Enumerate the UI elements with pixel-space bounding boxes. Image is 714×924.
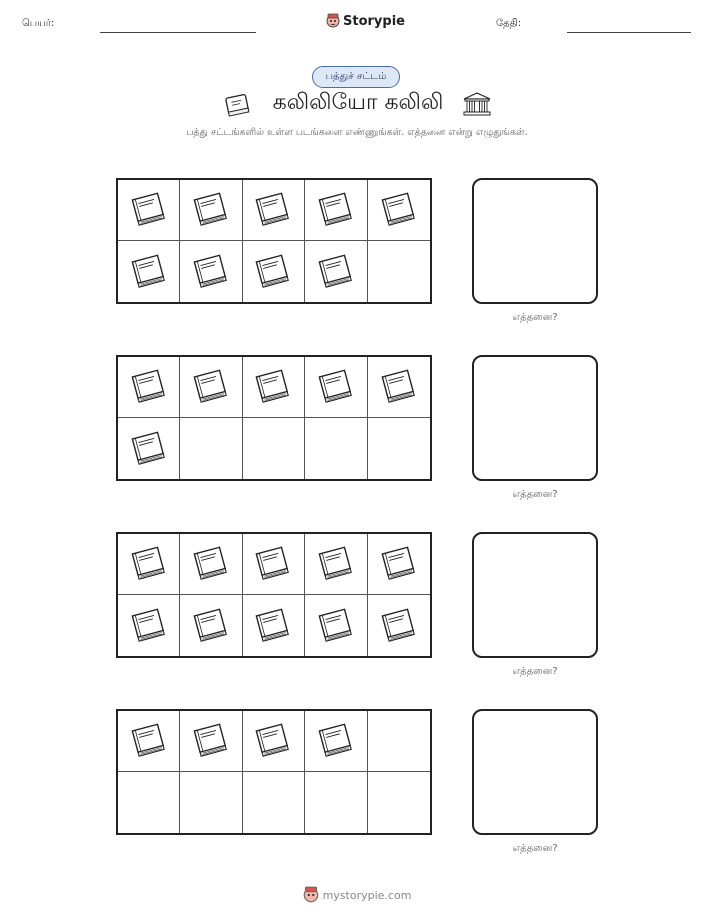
frame-cell bbox=[305, 534, 367, 595]
museum-icon bbox=[462, 91, 492, 117]
frame-cell bbox=[305, 711, 367, 772]
book-icon bbox=[376, 362, 422, 412]
frame-cell bbox=[118, 418, 180, 479]
frame-cell bbox=[118, 772, 180, 833]
book-icon bbox=[376, 601, 422, 651]
answer-prompt-4: எத்தனை? bbox=[512, 843, 558, 854]
frame-cell bbox=[243, 357, 305, 418]
frame-cell bbox=[305, 241, 367, 302]
footer bbox=[0, 886, 714, 904]
frame-cell bbox=[368, 418, 430, 479]
frame-cell bbox=[118, 180, 180, 241]
instructions: பத்து சட்டங்களில் உள்ள படங்களை எண்ணுங்கள். எத்தனை என்று எழுதுங்கள். bbox=[186, 127, 528, 138]
frame-cell bbox=[118, 595, 180, 656]
frame-cell bbox=[305, 772, 367, 833]
book-icon bbox=[188, 539, 234, 589]
frame-cell bbox=[368, 180, 430, 241]
ten-frame-2 bbox=[116, 355, 432, 481]
frame-cell bbox=[180, 418, 242, 479]
brand-logo bbox=[326, 13, 405, 29]
book-icon bbox=[126, 362, 172, 412]
frame-cell bbox=[243, 241, 305, 302]
frame-cell bbox=[305, 357, 367, 418]
frame-cell bbox=[180, 534, 242, 595]
book-icon bbox=[126, 185, 172, 235]
frame-cell bbox=[305, 180, 367, 241]
book-icon bbox=[222, 90, 254, 118]
frame-cell bbox=[243, 711, 305, 772]
frame-cell bbox=[118, 534, 180, 595]
book-icon bbox=[126, 716, 172, 766]
worksheet-tag: பத்துச் சட்டம் bbox=[312, 66, 400, 88]
book-icon bbox=[188, 601, 234, 651]
frame-cell bbox=[368, 595, 430, 656]
book-icon bbox=[250, 716, 296, 766]
title-row bbox=[0, 90, 714, 118]
frame-cell bbox=[180, 357, 242, 418]
book-icon bbox=[126, 247, 172, 297]
book-icon bbox=[376, 185, 422, 235]
frame-cell bbox=[368, 357, 430, 418]
book-icon bbox=[188, 247, 234, 297]
storypie-mascot-icon bbox=[303, 886, 319, 904]
frame-cell bbox=[368, 241, 430, 302]
frame-cell bbox=[243, 595, 305, 656]
book-icon bbox=[188, 362, 234, 412]
book-icon bbox=[313, 601, 359, 651]
frame-cell bbox=[180, 180, 242, 241]
frame-cell bbox=[180, 241, 242, 302]
frame-cell bbox=[243, 534, 305, 595]
book-icon bbox=[188, 185, 234, 235]
book-icon bbox=[188, 716, 234, 766]
name-label: பெயர்: bbox=[22, 18, 55, 29]
book-icon bbox=[313, 716, 359, 766]
ten-frame-4 bbox=[116, 709, 432, 835]
book-icon bbox=[126, 539, 172, 589]
answer-prompt-2: எத்தனை? bbox=[512, 489, 558, 500]
frame-cell bbox=[305, 418, 367, 479]
date-label: தேதி: bbox=[496, 18, 522, 29]
frame-cell bbox=[243, 418, 305, 479]
answer-box-2[interactable] bbox=[472, 355, 598, 481]
frame-cell bbox=[368, 772, 430, 833]
book-icon bbox=[126, 601, 172, 651]
worksheet-title: கலிலியோ கலிலி bbox=[272, 90, 444, 115]
book-icon bbox=[376, 539, 422, 589]
book-icon bbox=[250, 539, 296, 589]
answer-box-4[interactable] bbox=[472, 709, 598, 835]
storypie-mascot-icon bbox=[326, 13, 340, 29]
footer-site: mystorypie.com bbox=[322, 888, 412, 902]
frame-cell bbox=[180, 711, 242, 772]
name-line[interactable] bbox=[100, 32, 256, 33]
answer-box-3[interactable] bbox=[472, 532, 598, 658]
book-icon bbox=[250, 601, 296, 651]
frame-cell bbox=[180, 772, 242, 833]
book-icon bbox=[313, 362, 359, 412]
date-line[interactable] bbox=[567, 32, 691, 33]
frame-cell bbox=[243, 772, 305, 833]
book-icon bbox=[126, 424, 172, 474]
frame-cell bbox=[368, 711, 430, 772]
answer-prompt-1: எத்தனை? bbox=[512, 312, 558, 323]
ten-frame-3 bbox=[116, 532, 432, 658]
frame-cell bbox=[180, 595, 242, 656]
ten-frame-1 bbox=[116, 178, 432, 304]
frame-cell bbox=[118, 357, 180, 418]
book-icon bbox=[313, 185, 359, 235]
book-icon bbox=[313, 247, 359, 297]
answer-prompt-3: எத்தனை? bbox=[512, 666, 558, 677]
answer-box-1[interactable] bbox=[472, 178, 598, 304]
frame-cell bbox=[118, 241, 180, 302]
frame-cell bbox=[243, 180, 305, 241]
brand-name: Storypie bbox=[343, 13, 405, 29]
book-icon bbox=[313, 539, 359, 589]
frame-cell bbox=[305, 595, 367, 656]
frame-cell bbox=[118, 711, 180, 772]
book-icon bbox=[250, 362, 296, 412]
book-icon bbox=[250, 247, 296, 297]
frame-cell bbox=[368, 534, 430, 595]
book-icon bbox=[250, 185, 296, 235]
